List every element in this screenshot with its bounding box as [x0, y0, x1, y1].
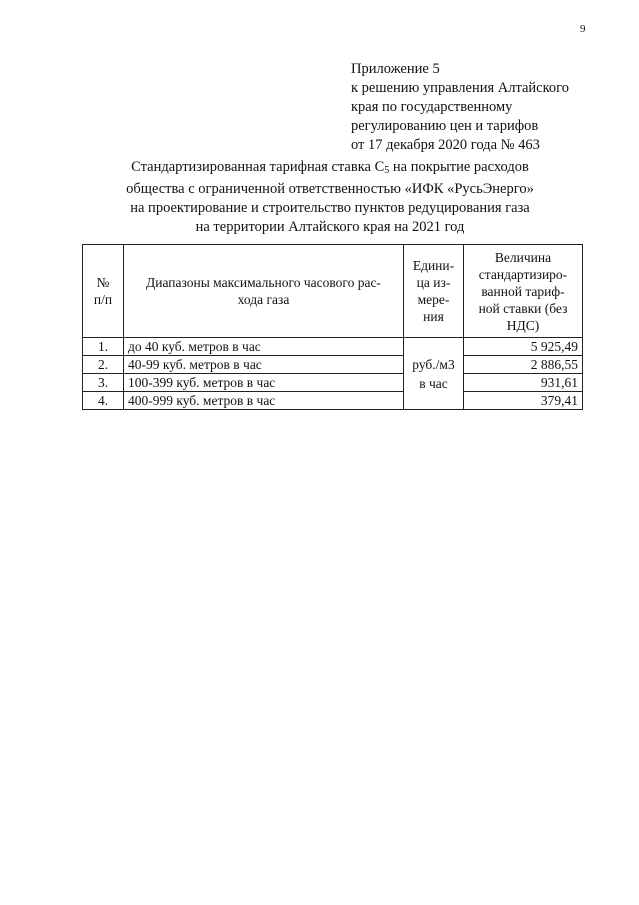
row-range: 100-399 куб. метров в час — [124, 374, 404, 392]
row-number: 2. — [83, 356, 124, 374]
title-line: на территории Алтайского края на 2021 год — [195, 219, 465, 235]
document-title — [80, 158, 580, 237]
unit-text: руб./м3 — [412, 356, 455, 372]
page-number: 9 — [580, 23, 586, 35]
header-text: НДС) — [506, 317, 540, 333]
header-number — [83, 245, 124, 338]
header-text: хода газа — [237, 292, 290, 307]
header-text: Едини- — [412, 258, 455, 273]
title-line — [80, 158, 580, 180]
row-value: 5 925,49 — [464, 338, 583, 356]
row-range: 40-99 куб. метров в час — [124, 356, 404, 374]
header-text: п/п — [93, 292, 113, 307]
table-header-row — [83, 245, 583, 338]
header-text: Диапазоны максимального часового рас- — [146, 275, 381, 290]
row-range: 400-999 куб. метров в час — [124, 392, 404, 410]
row-value: 2 886,55 — [464, 356, 583, 374]
header-text: ной ставки (без — [478, 300, 568, 316]
row-value: 931,61 — [464, 374, 583, 392]
header-value — [464, 245, 583, 338]
header-text: мере- — [417, 292, 450, 307]
appendix-line: Приложение 5 — [351, 61, 440, 77]
table-row — [83, 374, 583, 392]
appendix-line: регулированию цен и тарифов — [351, 118, 539, 134]
tariff-table — [82, 244, 583, 410]
row-number: 4. — [83, 392, 124, 410]
row-number: 1. — [83, 338, 124, 356]
header-range — [124, 245, 404, 338]
header-text: стандартизиро- — [478, 266, 568, 282]
row-range: до 40 куб. метров в час — [124, 338, 404, 356]
header-unit — [404, 245, 464, 338]
appendix-line: от 17 декабря 2020 года № 463 — [351, 137, 540, 153]
header-text: № — [96, 275, 110, 290]
header-text: ванной тариф- — [481, 283, 565, 299]
header-text: ния — [423, 309, 444, 324]
title-line: на проектирование и строительство пунктов редуцирования газа — [130, 200, 530, 216]
unit-text: в час — [419, 375, 448, 391]
table-row — [83, 356, 583, 374]
appendix-line: к решению управления Алтайского — [351, 80, 570, 96]
title-line: общества с ограниченной ответственностью «ИФК «РусьЭнерго» — [126, 181, 534, 197]
title-text: на покрытие расходов — [389, 159, 529, 175]
title-text: Стандартизированная тарифная ставка С — [131, 159, 385, 175]
table-row — [83, 338, 583, 356]
row-number: 3. — [83, 374, 124, 392]
table-row — [83, 392, 583, 410]
header-text: ца из- — [416, 275, 451, 290]
row-unit — [404, 338, 464, 410]
title-subscript: 5 — [384, 165, 390, 176]
appendix-line: края по государственному — [351, 99, 513, 115]
appendix-reference — [351, 60, 631, 155]
header-text: Величина — [494, 249, 552, 265]
row-value: 379,41 — [464, 392, 583, 410]
